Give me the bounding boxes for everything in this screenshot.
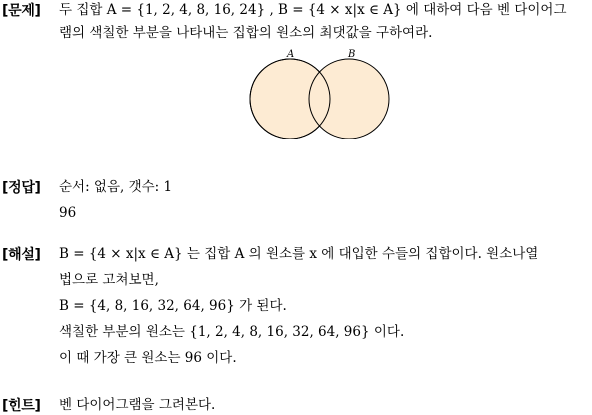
explanation-text-line-3: B = {4, 8, 16, 32, 64, 96} 가 된다. [59,298,287,314]
problem-text-line-2: 램의 색칠한 부분을 나타내는 집합의 원소의 최댓값을 구하여라. [59,25,433,41]
problem-label: [문제] [2,3,41,19]
problem-text-line-1: 두 집합 A = {1, 2, 4, 8, 16, 24} , B = {4 × x|x ∈ A} 에 대하여 다음 벤 다이어그 [59,2,567,18]
explanation-text-line-2: 법으로 고쳐보면, [59,272,159,288]
explanation-text-line-5: 이 때 가장 큰 원소는 96 이다. [59,350,237,366]
venn-label-a: A [287,49,295,60]
explanation-label: [해설] [2,247,41,263]
hint-text-line-1: 벤 다이어그램을 그려본다. [59,397,216,413]
explanation-text-line-4: 색칠한 부분의 원소는 {1, 2, 4, 8, 16, 32, 64, 96} 이다. [59,324,405,340]
answer-text-line-2: 96 [59,205,77,221]
answer-text-line-1: 순서: 없음, 갯수: 1 [59,179,173,195]
explanation-text-line-1: B = {4 × x|x ∈ A} 는 집합 A 의 원소를 x 에 대입한 수들의 집합이다. 원소나열 [59,246,539,262]
venn-circle-b [309,59,389,139]
hint-label: [힌트] [2,398,41,414]
answer-label: [정답] [2,180,41,196]
venn-label-b: B [348,49,356,60]
venn-diagram [245,44,395,139]
